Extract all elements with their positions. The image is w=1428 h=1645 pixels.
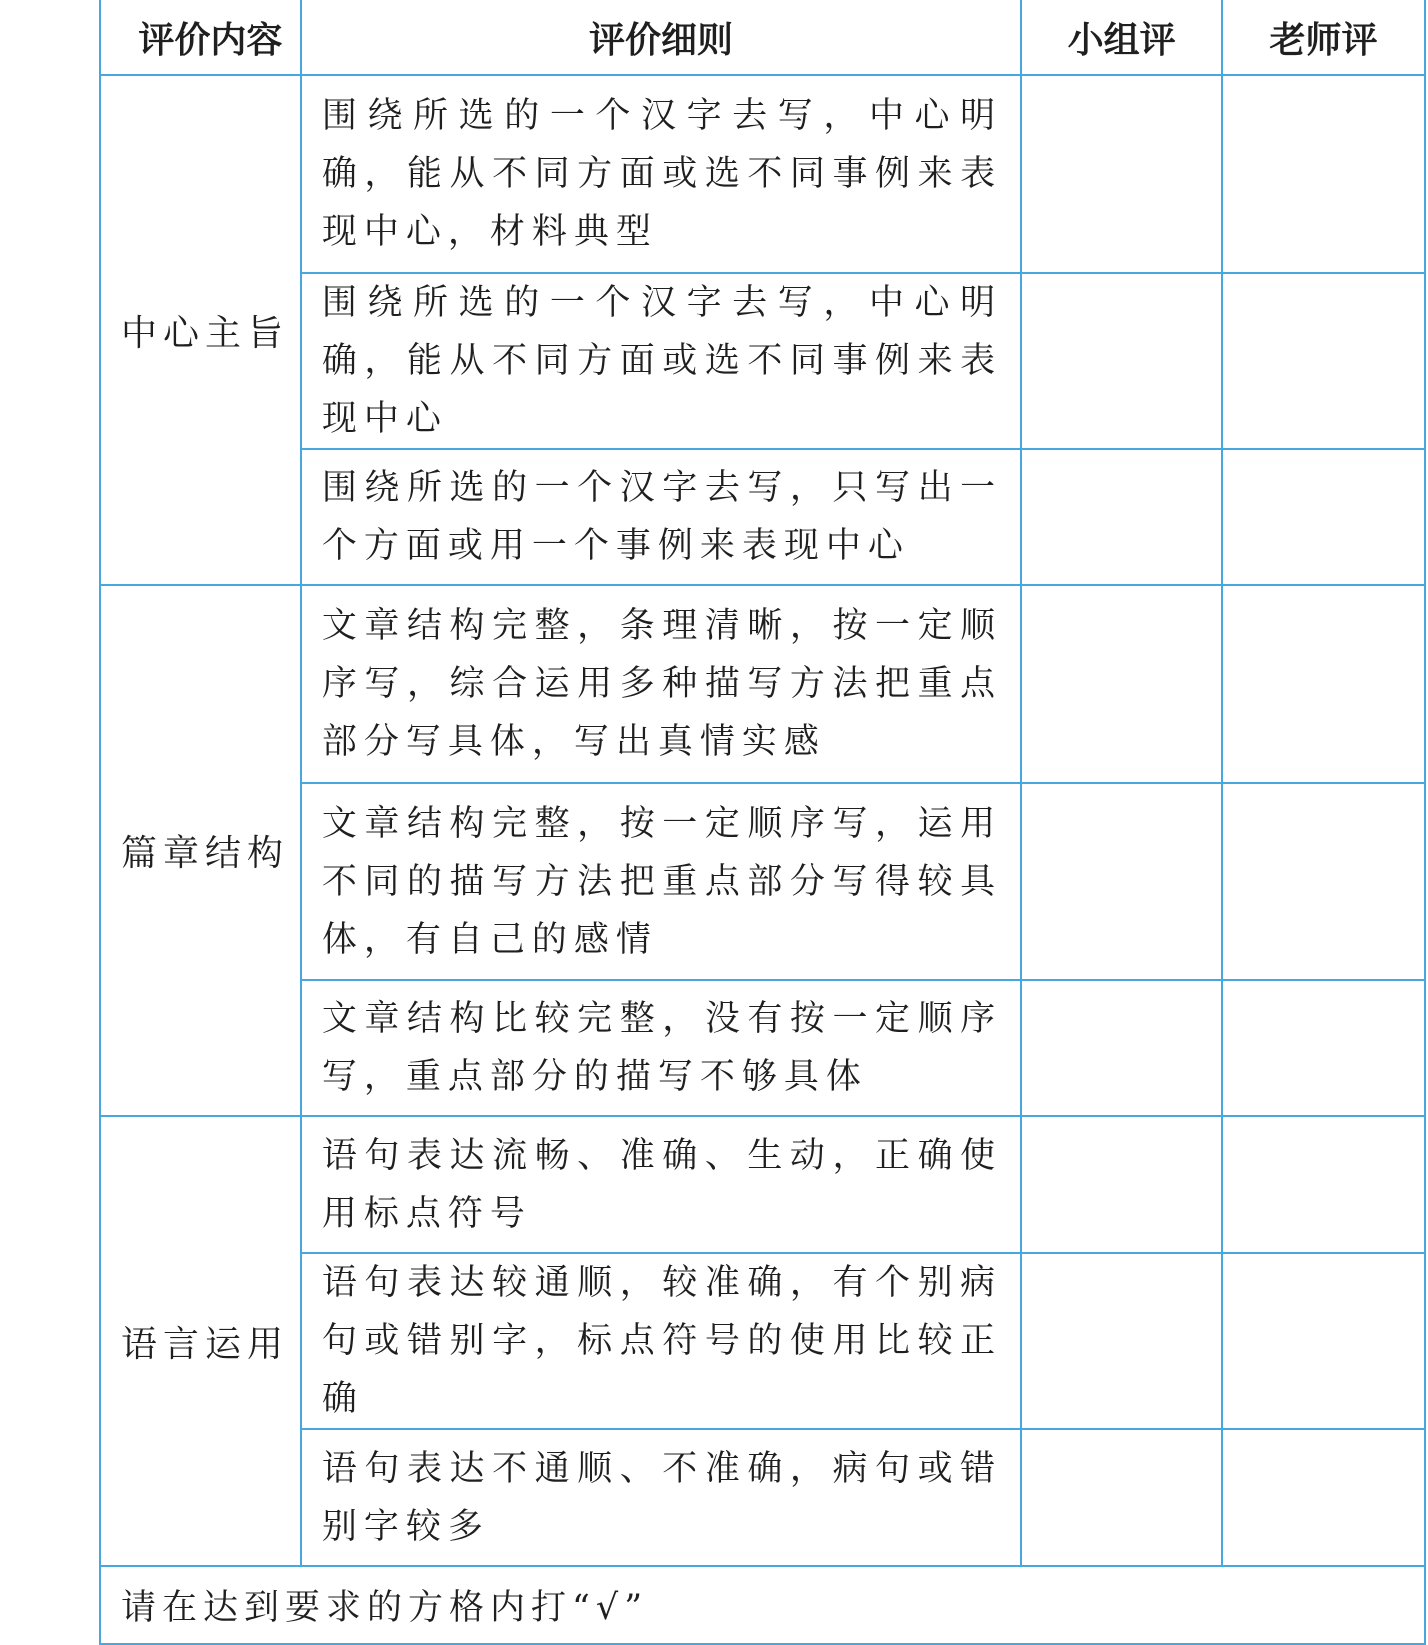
table-row xyxy=(100,1116,1425,1253)
category-cell: 中心主旨 xyxy=(100,75,301,585)
group-score-cell[interactable] xyxy=(1021,980,1222,1116)
table-row xyxy=(100,585,1425,783)
criteria-cell: 围绕所选的一个汉字去写，中心明确，能从不同方面或选不同事例来表现中心，材料典型 xyxy=(301,75,1021,273)
criteria-cell: 语句表达较通顺，较准确，有个别病句或错别字，标点符号的使用比较正确 xyxy=(301,1253,1021,1429)
group-score-cell[interactable] xyxy=(1021,449,1222,585)
criteria-cell: 语句表达流畅、准确、生动，正确使用标点符号 xyxy=(301,1116,1021,1253)
header-row xyxy=(100,0,1425,75)
teacher-score-cell[interactable] xyxy=(1222,273,1425,449)
criteria-cell: 围绕所选的一个汉字去写，只写出一个方面或用一个事例来表现中心 xyxy=(301,449,1021,585)
criteria-cell: 语句表达不通顺、不准确，病句或错别字较多 xyxy=(301,1429,1021,1566)
group-score-cell[interactable] xyxy=(1021,1253,1222,1429)
group-score-cell[interactable] xyxy=(1021,585,1222,783)
table-row xyxy=(100,75,1425,273)
evaluation-rubric-table xyxy=(99,0,1426,1645)
header-teacher-score: 老师评 xyxy=(1222,0,1425,75)
teacher-score-cell[interactable] xyxy=(1222,585,1425,783)
header-group-score: 小组评 xyxy=(1021,0,1222,75)
category-cell: 语言运用 xyxy=(100,1116,301,1566)
group-score-cell[interactable] xyxy=(1021,1429,1222,1566)
teacher-score-cell[interactable] xyxy=(1222,1253,1425,1429)
header-criteria: 评价细则 xyxy=(301,0,1021,75)
header-category: 评价内容 xyxy=(100,0,301,75)
group-score-cell[interactable] xyxy=(1021,783,1222,980)
teacher-score-cell[interactable] xyxy=(1222,980,1425,1116)
criteria-cell: 文章结构完整，条理清晰，按一定顺序写，综合运用多种描写方法把重点部分写具体，写出真情实感 xyxy=(301,585,1021,783)
teacher-score-cell[interactable] xyxy=(1222,75,1425,273)
footer-note: 请在达到要求的方格内打“√” xyxy=(100,1566,1425,1644)
category-cell: 篇章结构 xyxy=(100,585,301,1116)
group-score-cell[interactable] xyxy=(1021,273,1222,449)
criteria-cell: 围绕所选的一个汉字去写，中心明确，能从不同方面或选不同事例来表现中心 xyxy=(301,273,1021,449)
teacher-score-cell[interactable] xyxy=(1222,1429,1425,1566)
teacher-score-cell[interactable] xyxy=(1222,449,1425,585)
group-score-cell[interactable] xyxy=(1021,75,1222,273)
evaluation-sheet xyxy=(99,0,1426,1630)
teacher-score-cell[interactable] xyxy=(1222,1116,1425,1253)
footer-row xyxy=(100,1566,1425,1644)
teacher-score-cell[interactable] xyxy=(1222,783,1425,980)
group-score-cell[interactable] xyxy=(1021,1116,1222,1253)
criteria-cell: 文章结构比较完整，没有按一定顺序写，重点部分的描写不够具体 xyxy=(301,980,1021,1116)
criteria-cell: 文章结构完整，按一定顺序写，运用不同的描写方法把重点部分写得较具体，有自己的感情 xyxy=(301,783,1021,980)
